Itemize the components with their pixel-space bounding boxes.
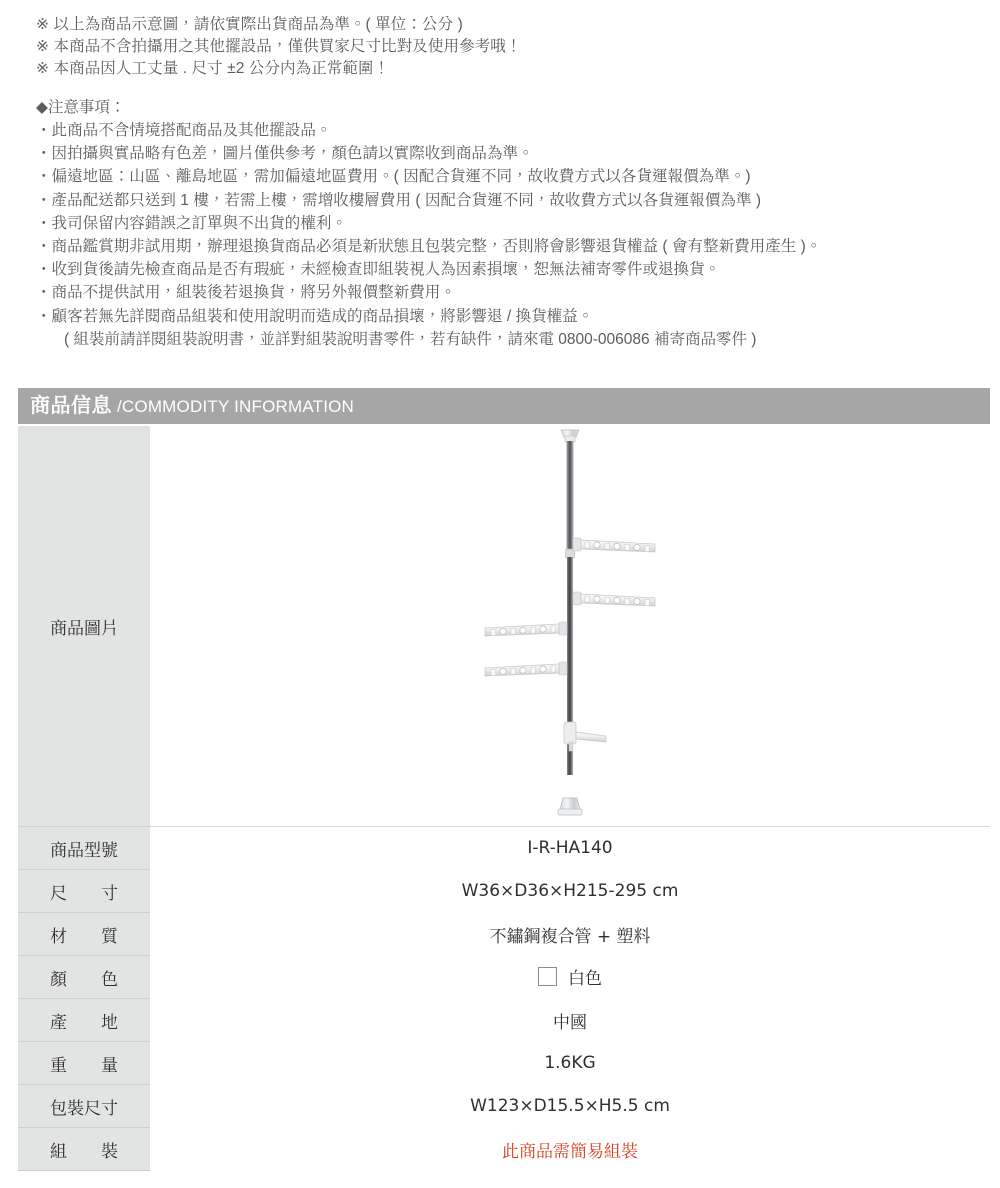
row-value-product-image	[150, 426, 990, 827]
row-value-package-size: W123×D15.5×H5.5 cm	[150, 1085, 990, 1128]
assembly-hotline-note: ( 組裝前請詳閱組裝說明書，並詳對組裝說明書零件，若有缺件，請來電 0800-006086 補寄商品零件 )	[64, 330, 757, 348]
table-row-product-image	[18, 426, 990, 827]
row-label-text: 重 量	[50, 1055, 118, 1076]
row-value-dimensions: W36×D36×H215-295 cm	[150, 870, 990, 913]
bullet-line: ・偏遠地區：山區、離島地區，需加偏遠地區費用。( 因配合貨運不同，故收費方式以各貨運報價為準。)	[36, 168, 751, 186]
row-label-text: 材 質	[50, 926, 118, 947]
row-label-model	[18, 827, 150, 870]
table-row	[18, 1128, 990, 1171]
section-title-zh: 商品信息	[30, 395, 112, 417]
commodity-information-table	[18, 426, 990, 1171]
row-label-package-size	[18, 1085, 150, 1128]
row-label-material	[18, 913, 150, 956]
tension-clamp-lever	[564, 722, 606, 751]
section-title-en: /COMMODITY INFORMATION	[117, 396, 355, 416]
table-row	[18, 870, 990, 913]
bullet-notice-list	[0, 119, 1000, 351]
row-label-text: 商品圖片	[50, 618, 118, 639]
table-row	[18, 999, 990, 1042]
row-label-text: 尺 寸	[50, 883, 118, 904]
hanger-arm-left-upper	[485, 622, 567, 636]
notice-section	[0, 0, 1000, 351]
table-row	[18, 1085, 990, 1128]
hanger-arm-left-lower	[485, 662, 567, 676]
star-notice-line: ※ 以上為商品示意圖，請依實際出貨商品為準。( 單位：公分 )	[36, 16, 463, 33]
row-label-text: 商品型號	[50, 840, 118, 861]
row-label-text: 組 裝	[50, 1141, 118, 1162]
bullet-line: ・產品配送都只送到 1 樓，若需上樓，需增收樓層費用 ( 因配合貨運不同，故收費方式以各貨運報價為準 )	[36, 191, 762, 209]
row-value-weight: 1.6KG	[150, 1042, 990, 1085]
star-notice-list	[0, 0, 1000, 80]
row-value-model: I-R-HA140	[150, 827, 990, 870]
notice-heading: ◆注意事項：	[36, 99, 126, 116]
row-label-color	[18, 956, 150, 999]
row-label-text: 顏 色	[50, 969, 118, 990]
spacer	[0, 80, 1000, 96]
color-swatch-white	[538, 967, 557, 986]
product-illustration	[150, 426, 990, 826]
table-row	[18, 913, 990, 956]
hanger-arm-right-upper	[573, 538, 655, 552]
bullet-line: ・收到貨後請先檢查商品是否有瑕疵，未經檢查即組裝視人為因素損壞，恕無法補寄零件或退換貨。	[36, 261, 721, 279]
row-label-text: 產 地	[50, 1012, 118, 1033]
pole-top-cap	[561, 430, 579, 442]
row-value-material: 不鏽鋼複合管 + 塑料	[150, 913, 990, 956]
table-row	[18, 956, 990, 999]
table-row	[18, 827, 990, 870]
bullet-line: ・此商品不含情境搭配商品及其他擺設品。	[36, 122, 332, 139]
bullet-line: ・商品鑑賞期非試用期，辦理退換貨商品必須是新狀態且包裝完整，否則將會影響退貨權益 ( 會有整新費用產生 )。	[36, 238, 822, 256]
pole-bottom-foot	[558, 798, 582, 815]
row-label-weight	[18, 1042, 150, 1085]
color-swatch-group	[538, 964, 602, 989]
row-value-origin: 中國	[150, 999, 990, 1042]
table-row	[18, 1042, 990, 1085]
color-name-label: 白色	[568, 968, 602, 989]
row-label-assembly	[18, 1128, 150, 1171]
bullet-line: ・顧客若無先詳閱商品組裝和使用說明而造成的商品損壞，將影響退 / 換貨權益。	[36, 307, 594, 325]
row-label-product-image	[18, 426, 150, 827]
bullet-line: ・因拍攝與實品略有色差，圖片僅供參考，顏色請以實際收到商品為準。	[36, 145, 534, 163]
bullet-line: ・商品不提供試用，組裝後若退換貨，將另外報價整新費用。	[36, 284, 456, 302]
tension-pole-rack-svg	[465, 426, 675, 822]
row-value-assembly: 此商品需簡易組裝	[150, 1128, 990, 1171]
row-label-text: 包裝尺寸	[50, 1098, 118, 1119]
commodity-information-header	[18, 388, 990, 424]
star-notice-line: ※ 本商品因人工丈量 . 尺寸 ±2 公分内為正常範圍！	[36, 60, 390, 77]
row-value-color	[150, 956, 990, 999]
star-notice-line: ※ 本商品不含拍攝用之其他擺設品，僅供買家尺寸比對及使用參考哦！	[36, 38, 522, 55]
hanger-arm-right-lower	[573, 592, 655, 606]
row-label-dimensions	[18, 870, 150, 913]
row-label-origin	[18, 999, 150, 1042]
bullet-line: ・我司保留内容錯誤之訂單與不出貨的權利。	[36, 214, 348, 232]
